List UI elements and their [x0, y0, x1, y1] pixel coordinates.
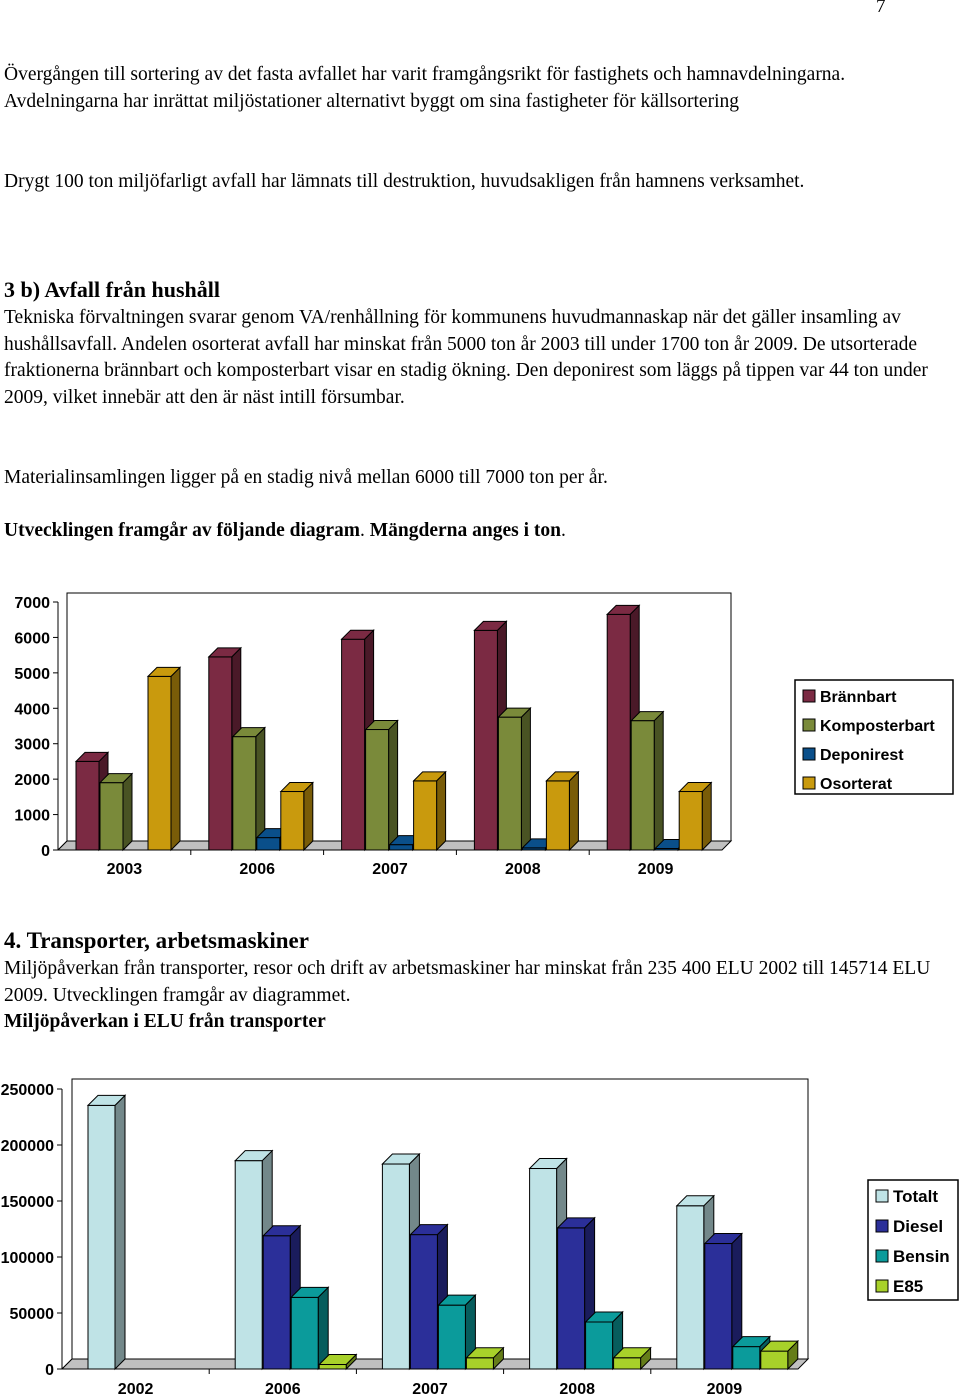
- bar-front: [705, 1244, 732, 1369]
- legend-swatch-Osorterat: [803, 777, 815, 789]
- bar-front: [233, 737, 256, 850]
- x-tick-label: 2003: [106, 861, 143, 878]
- bar-front: [586, 1322, 613, 1369]
- y-tick-label: 6000: [14, 630, 50, 648]
- bar-front: [148, 676, 171, 850]
- bar-front: [263, 1236, 290, 1369]
- bar-front: [382, 1164, 409, 1369]
- bar-2003-Osorterat: [148, 667, 180, 850]
- bar-side: [389, 721, 398, 850]
- legend-swatch-E85: [876, 1280, 888, 1292]
- x-tick-label: 2008: [559, 1381, 595, 1396]
- bar-front: [390, 845, 413, 850]
- x-tick-label: 2007: [372, 861, 408, 878]
- bar-side: [437, 772, 446, 850]
- bar-front: [466, 1358, 493, 1369]
- x-tick-label: 2007: [412, 1381, 448, 1396]
- bar-front: [88, 1105, 115, 1369]
- legend-label-Totalt: Totalt: [893, 1187, 939, 1206]
- paragraph-sorting: Övergången till sortering av det fasta avfallet har varit framgångsrikt för fastighets och hamnavdelningarna. Avdelningarna har inrättat miljöstationer alternativt byggt om sina fastigheter för källsortering: [4, 64, 846, 112]
- page-number: 7: [876, 0, 886, 17]
- bar-front: [530, 1169, 557, 1369]
- legend-swatch-Bensin: [876, 1250, 888, 1262]
- bar-front: [679, 792, 702, 850]
- paragraph-chart-intro: [4, 518, 954, 545]
- bar-2006-Komposterbart: [233, 728, 265, 850]
- bar-2006-Bensin: [291, 1287, 328, 1369]
- bar-side: [654, 712, 663, 850]
- bar-side: [171, 667, 180, 850]
- transport-chart: [0, 1070, 960, 1396]
- bar-2008-Osorterat: [546, 772, 578, 850]
- heading-household-waste: 3 b) Avfall från hushåll: [4, 277, 220, 302]
- paragraph-hazardous-waste: Drygt 100 ton miljöfarligt avfall har lämnats till destruktion, huvudsakligen från hamnens verksamhet.: [4, 171, 805, 192]
- chart-intro-end: .: [561, 520, 566, 541]
- legend-label-Bensin: Bensin: [893, 1247, 950, 1266]
- bar-side: [702, 783, 711, 850]
- bar-front: [235, 1161, 262, 1369]
- bar-front: [498, 717, 521, 850]
- y-tick-label: 150000: [0, 1194, 54, 1211]
- bar-front: [558, 1228, 585, 1369]
- paragraph-household-collection: Tekniska förvaltningen svarar genom VA/renhållning för kommunens huvudmannaskap när det gäller insamling av hushållsavfall. Andelen osorterat avfall har minskat från 5000 ton år 2003 till under 1700 ton år 2009. De utsorterade fraktionerna brännbart och komposterbart visar en stadig ökning. Den deponirest som läggs på tippen var 44 ton under 2009, vilket innebär att den är näst intill försumbar.: [4, 307, 928, 409]
- bar-2009-Osorterat: [679, 783, 711, 850]
- bar-2008-Komposterbart: [498, 708, 530, 850]
- legend-swatch-Deponirest: [803, 748, 815, 760]
- legend-label-Komposterbart: Komposterbart: [820, 718, 935, 735]
- legend-label-Diesel: Diesel: [893, 1217, 944, 1236]
- bar-2007-Komposterbart: [366, 721, 398, 850]
- x-tick-label: 2002: [117, 1381, 154, 1396]
- legend-swatch-Komposterbart: [803, 719, 815, 731]
- bar-front: [761, 1351, 788, 1369]
- paragraph-material-collection: Materialinsamlingen ligger på en stadig nivå mellan 6000 till 7000 ton per år.: [4, 467, 608, 488]
- bar-front: [319, 1365, 346, 1369]
- bar-front: [631, 721, 654, 850]
- bar-front: [100, 783, 123, 850]
- x-tick-label: 2009: [637, 861, 674, 878]
- bar-front: [342, 639, 365, 850]
- y-tick-label: 5000: [14, 665, 50, 683]
- bar-side: [115, 1095, 125, 1369]
- legend-swatch-Totalt: [876, 1190, 888, 1202]
- bar-front: [614, 1358, 641, 1369]
- bar-front: [414, 781, 437, 850]
- bar-front: [76, 761, 99, 850]
- y-tick-label: 2000: [14, 772, 50, 790]
- bar-front: [607, 614, 630, 850]
- bar-2009-E85: [761, 1341, 798, 1369]
- y-tick-label: 0: [41, 843, 50, 860]
- legend-swatch-Brännbart: [803, 690, 815, 702]
- bar-side: [123, 774, 132, 850]
- bar-2002-Totalt: [88, 1095, 125, 1369]
- x-tick-label: 2008: [505, 861, 541, 878]
- x-tick-label: 2006: [265, 1381, 301, 1396]
- bar-front: [410, 1235, 437, 1369]
- bar-side: [304, 783, 313, 850]
- bar-side: [569, 772, 578, 850]
- heading-transport: 4. Transporter, arbetsmaskiner: [4, 928, 309, 953]
- bar-front: [257, 838, 280, 850]
- x-tick-label: 2006: [239, 861, 275, 878]
- bar-front: [474, 630, 497, 850]
- y-tick-label: 1000: [14, 807, 50, 825]
- y-tick-label: 7000: [14, 595, 50, 612]
- chart-intro-part1: Utvecklingen framgår av följande diagram: [4, 520, 361, 541]
- bar-front: [677, 1206, 704, 1369]
- paragraph-transport-chart-title: Miljöpåverkan i ELU från transporter: [4, 1011, 326, 1032]
- bar-front: [366, 730, 389, 850]
- bar-2006-Osorterat: [281, 783, 313, 850]
- y-tick-label: 200000: [0, 1138, 54, 1155]
- legend-label-Osorterat: Osorterat: [820, 776, 893, 793]
- legend-label-Brännbart: Brännbart: [820, 689, 897, 706]
- x-tick-label: 2009: [706, 1381, 743, 1396]
- legend-label-E85: E85: [893, 1277, 924, 1296]
- bar-front: [438, 1305, 465, 1369]
- chart-intro-part2: Mängderna anges i ton: [364, 520, 562, 541]
- y-tick-label: 4000: [14, 701, 50, 719]
- y-tick-label: 100000: [0, 1250, 54, 1267]
- bar-front: [209, 657, 232, 850]
- legend-label-Deponirest: Deponirest: [820, 747, 904, 764]
- legend-swatch-Diesel: [876, 1220, 888, 1232]
- waste-chart: [0, 580, 960, 890]
- bar-front: [281, 792, 304, 850]
- chart-intro-dot: .: [360, 520, 365, 541]
- bar-front: [733, 1347, 760, 1369]
- bar-2007-Osorterat: [414, 772, 446, 850]
- y-tick-label: 0: [45, 1362, 54, 1379]
- y-tick-label: 3000: [14, 736, 50, 754]
- y-tick-label: 50000: [9, 1306, 54, 1323]
- bar-side: [521, 708, 530, 850]
- bar-front: [546, 781, 569, 850]
- paragraph-transport: Miljöpåverkan från transporter, resor och drift av arbetsmaskiner har minskat från 235 400 ELU 2002 till 145714 ELU 2009. Utvecklingen framgår av diagrammet.: [4, 958, 931, 1006]
- bar-2009-Komposterbart: [631, 712, 663, 850]
- y-tick-label: 250000: [0, 1082, 54, 1099]
- bar-front: [291, 1297, 318, 1369]
- bar-2003-Komposterbart: [100, 774, 132, 850]
